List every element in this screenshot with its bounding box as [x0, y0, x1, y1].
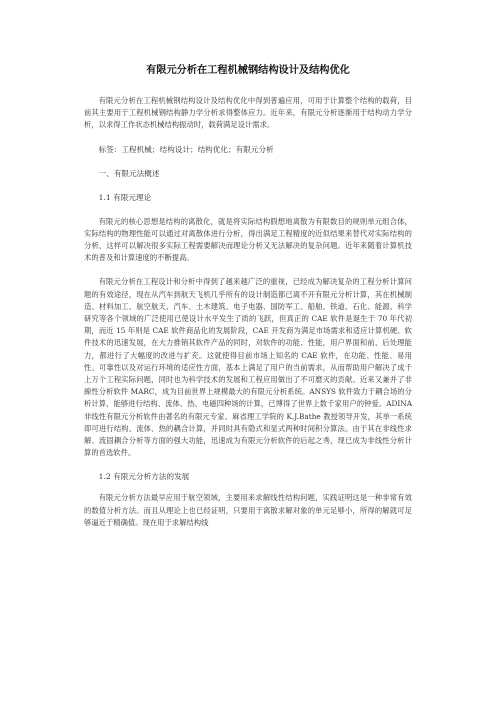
- subsection-heading: 1.2 有限元分析方法的发展: [98, 472, 190, 482]
- body-paragraph: 有限元分析在工程设计和分析中得到了越来越广泛的重视，已经成为解决复杂的工程分析计算问题的有效途径，现在从汽车到航天飞机几乎所有的设计制造都已离不开有限元分析计算，其在机械制造、材料加工、航空航天、汽车、土木建筑、电子电器、国防军工、船舶、铁道、石化、能源、科学研究等各个领域的广泛使用已使设计水平发生了质的飞跃，但真正的 CAE 软件是诞生于 70 年代初期，而近 15 年则是 CAE 软件商品化的发展阶段，CAE 开发商为满足市场需求和适应计算机硬、软件技术的迅速发展，在大力推销其软件产品的同时，对软件的功能、性能，用户界面和前、后处理能力，都进行了大幅度的改进与扩充。这就使得目前市场上知名的 CAE 软件，在功能、性能、易用性、可靠性以及对运行环境的适应性方面，基本上满足了用户的当前需求，从而帮助用户解决了成千上万个工程实际问题，同时也为科学技术的发展和工程应用做出了不可磨灭的贡献。近来又兼并了非線性分析软件 MARC，成为目前世界上规模最大的有限元分析系统。ANSYS 软件致力于耦合场的分析计算，能够进行结构、流体、热、电磁四种场的计算，已博得了世界上数千家用户的钟爱。ADINA 非线性有限元分析软件由著名的有限元专家、麻省理工学院的 K.J.Bathe 教授领导开发，其单一系统即可进行结构、流体、热的耦合计算，并同时具有隐式和显式两种时间积分算法。由于其在非线性求解、流固耦合分析等方面的强大功能，迅速成为有限元分析软件的后起之秀，现已成为非线性分析计算的首选软件。: [84, 277, 412, 458]
- spacer: [84, 180, 412, 192]
- spacer: [84, 156, 412, 168]
- body-paragraph: 有限元分析方法最早应用于航空领域，主要用来求解线性结构问题，实践证明这是一种非常有效的数值分析方法。而且从理论上也已经证明，只要用于离散求解对象的单元足够小，所得的解就可足够逼近于精确值。现在用于求解结构线: [84, 493, 412, 527]
- body-paragraph: 有限元的核心思想是结构的离散化，就是将实际结构假想地离散为有限数目的规则单元组合体，实际结构的物理性能可以通过对离散体进行分析，得出满足工程精度的近似结果来替代对实际结构的分析，这样可以解决很多实际工程需要解决而理论分析又无法解决的复杂问题。近年来随着计算机技术的普及和计算速度的不断提高。: [84, 216, 412, 263]
- spacer: [84, 483, 412, 492]
- spacer: [84, 132, 412, 144]
- spacer: [84, 264, 412, 276]
- subsection-heading: 1.1 有限元理论: [98, 192, 152, 202]
- keywords-line: 标签：工程机械；结构设计；结构优化；有限元分析: [98, 144, 274, 154]
- spacer: [84, 204, 412, 216]
- spacer: [84, 459, 412, 471]
- section-heading: 一、有限元法概述: [98, 168, 160, 178]
- abstract-paragraph: 有限元分析在工程机械钢结构设计及结构优化中得到普遍应用，可用于计算整个结构的载荷，目前其主要用于工程机械钢结构静力学分析求得整体应力。近年来，有限元分析逐渐用于结构动力学分析，以求得工作状态机械结构振动时，载荷满足设计需求。: [84, 96, 412, 130]
- document-title: 有限元分析在工程机械钢结构设计及结构优化: [146, 65, 350, 76]
